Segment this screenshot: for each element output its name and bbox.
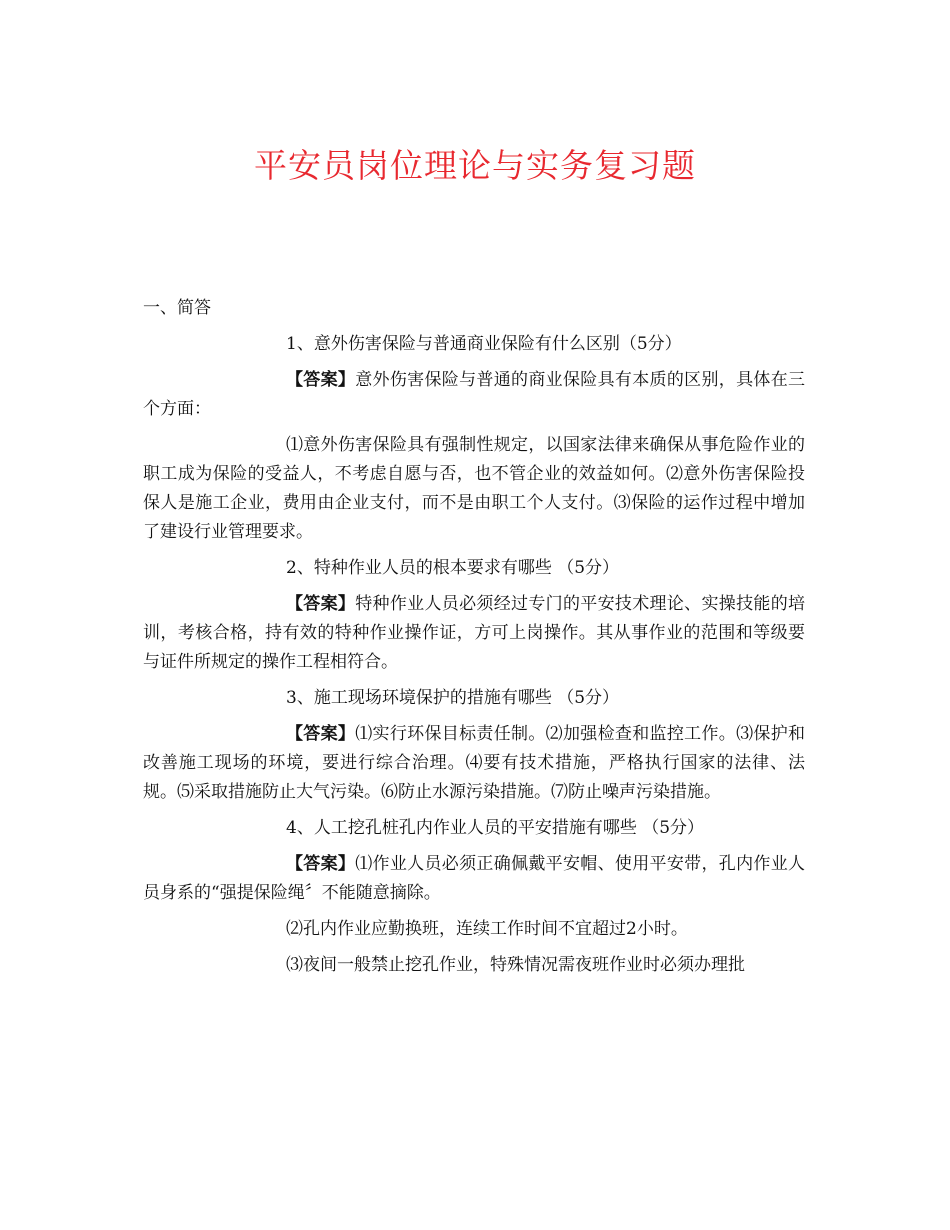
answer-tag: 【答案】 <box>286 724 356 744</box>
question-2: 2、特种作业人员的根本要求有哪些 （5分） <box>286 558 620 578</box>
document-title: 平安员岗位理论与实务复习题 <box>254 146 696 185</box>
answer-1 <box>143 366 805 424</box>
document-body <box>143 294 805 987</box>
answer-1-text: 意外伤害保险与普通的商业保险具有本质的区别，具体在三个方面： <box>143 370 806 419</box>
answer-3-text: ⑴实行环保目标责任制。⑵加强检查和监控工作。⑶保护和改善施工现场的环境，要进行综合治理。⑷要有技术措施，严格执行国家的法律、法规。⑸采取措施防止大气污染。⑹防止水源污染措施。⑺防止噪声污染措施。 <box>143 724 806 802</box>
question-1: 1、意外伤害保险与普通商业保险有什么区别（5分） <box>286 334 682 354</box>
answer-tag: 【答案】 <box>286 594 356 614</box>
answer-2-text: 特种作业人员必须经过专门的平安技术理论、实操技能的培训，考核合格，持有效的特种作业操作证，方可上岗操作。其从事作业的范围和等级要与证件所规定的操作工程相符合。 <box>143 594 806 672</box>
answer-tag: 【答案】 <box>286 370 356 390</box>
answer-2 <box>143 590 805 677</box>
answer-4 <box>143 850 805 908</box>
answer-4-point-2: ⑵孔内作业应勤换班，连续工作时间不宜超过2小时。 <box>286 919 688 939</box>
question-3: 3、施工现场环境保护的措施有哪些 （5分） <box>286 688 620 708</box>
question-4: 4、人工挖孔桩孔内作业人员的平安措施有哪些 （5分） <box>286 818 705 838</box>
answer-1-details: ⑴意外伤害保险具有强制性规定，以国家法律来确保从事危险作业的职工成为保险的受益人，不考虑自愿与否，也不管企业的效益如何。⑵意外伤害保险投保人是施工企业，费用由企业支付，而不是由职工个人支付。⑶保险的运作过程中增加了建设行业管理要求。 <box>143 435 805 542</box>
answer-tag: 【答案】 <box>286 854 356 874</box>
answer-4-point-3: ⑶夜间一般禁止挖孔作业，特殊情况需夜班作业时必须办理批 <box>286 955 745 975</box>
section-heading: 一、简答 <box>143 298 211 318</box>
answer-3 <box>143 720 805 807</box>
answer-4-text: ⑴作业人员必须正确佩戴平安帽、使用平安带，孔内作业人员身系的“强提保险绳〞不能随意摘除。 <box>143 854 806 903</box>
